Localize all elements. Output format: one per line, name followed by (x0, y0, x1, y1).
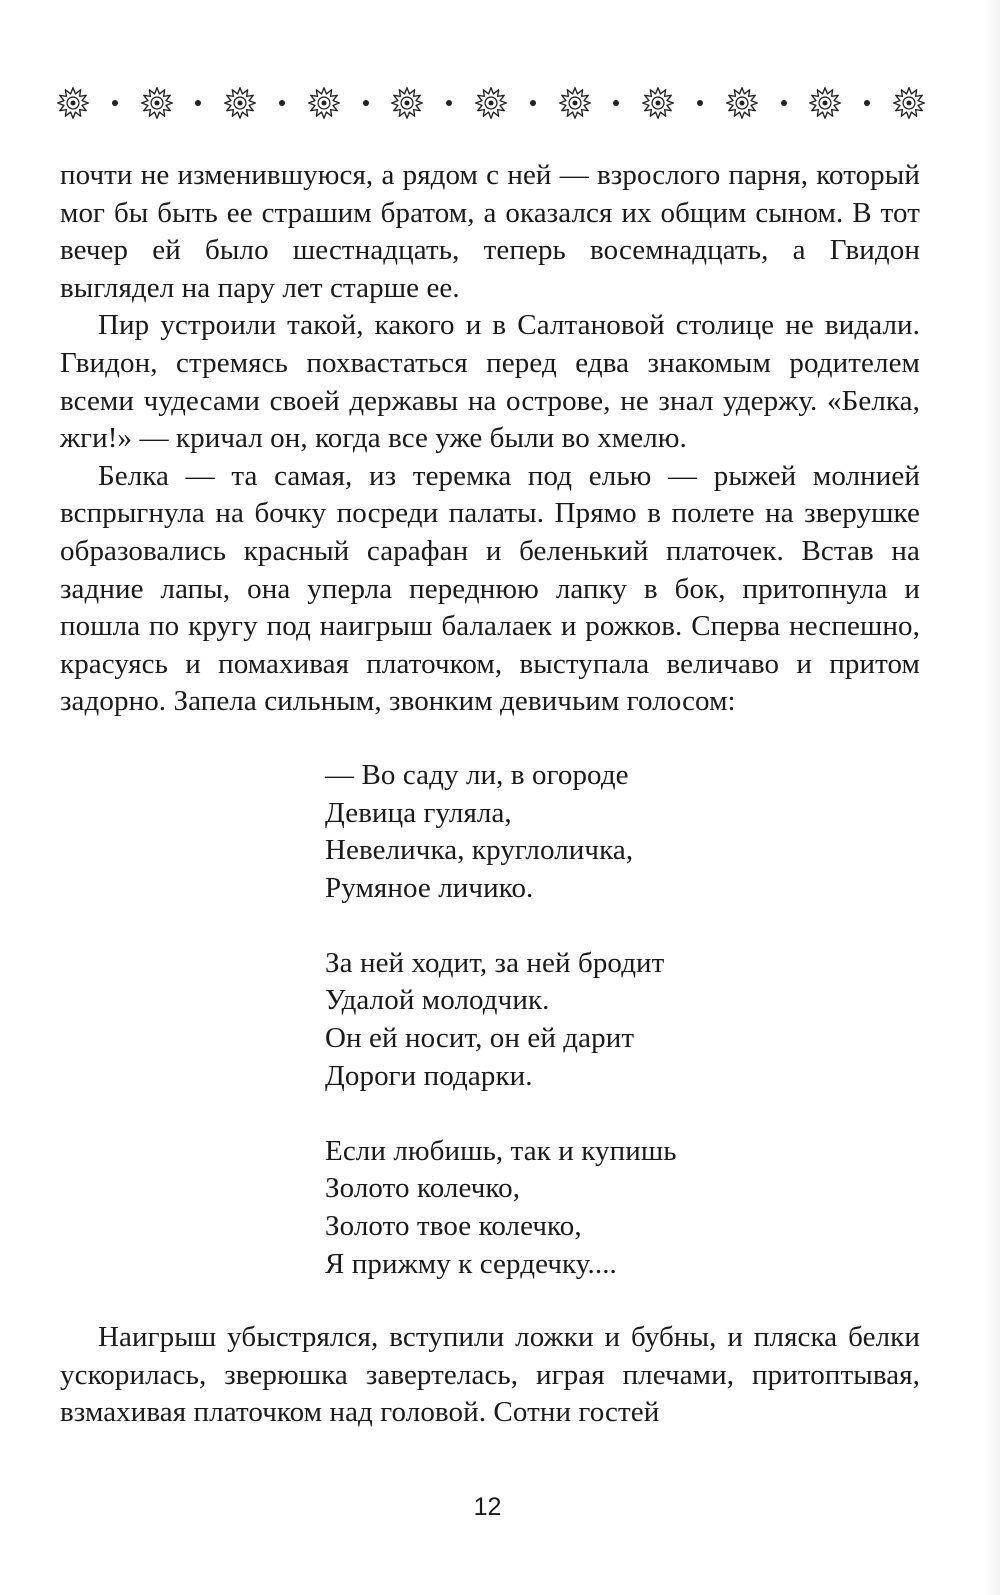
verse-line: Удалой молодчик. (325, 984, 550, 1017)
paragraph-1: почти не изменившуюся, а рядом с ней — взрослого парня, который мог бы быть ее страшим братом, а оказался их общим сыном. В тот вечер ей было шестнадцать, теперь восемнадцать, а Гвидон выглядел на пару лет старше ее. (60, 159, 920, 304)
page-body (60, 157, 920, 1432)
verse-line: Золото твое колечко, (325, 1210, 582, 1243)
ornament-border (56, 84, 926, 122)
dot-icon (363, 100, 369, 106)
dot-icon (279, 100, 285, 106)
dot-icon (697, 100, 703, 106)
ornate-star-icon (725, 86, 759, 120)
dot-icon (781, 100, 787, 106)
ornate-star-icon (641, 86, 675, 120)
ornate-star-icon (140, 86, 174, 120)
verse-line: Я прижму к сердечку.... (325, 1247, 617, 1280)
ornate-star-icon (474, 86, 508, 120)
ornate-star-icon (223, 86, 257, 120)
song-verse (60, 721, 920, 1319)
ornate-star-icon (307, 86, 341, 120)
dot-icon (530, 100, 536, 106)
stanza-1 (325, 757, 920, 907)
page-number: 12 (473, 1493, 502, 1521)
stanza-3 (325, 1133, 920, 1283)
stanza-2 (325, 945, 920, 1095)
page-edge-shadow (986, 0, 1000, 1595)
ornate-star-icon (892, 86, 926, 120)
paragraph-3: Белка — та самая, из теремка под елью — рыжей молнией вспрыгнула на бочку посреди палаты. Прямо в полете на зверушке образовались красный сарафан и беленький платочек. Встав на задние лапы, она уперла переднюю лапку в бок, притопнула и пошла по кругу под наигрыш балалаек и рожков. Сперва неспешно, красуясь и помахивая платочком, выступала величаво и притом задорно. Запела сильным, звонким девичьим голосом: (60, 459, 920, 718)
dot-icon (112, 100, 118, 106)
verse-line: Невеличка, круглоличка, (325, 834, 634, 867)
dot-icon (613, 100, 619, 106)
verse-line: Девица гуляла, (325, 796, 512, 829)
ornate-star-icon (808, 86, 842, 120)
paragraph-4: Наигрыш убыстрялся, вступили ложки и бубны, и пляска белки ускорилась, зверюшка завертелась, играя плечами, притоптывая, взмахивая платочком над головой. Сотни гостей (60, 1321, 920, 1429)
verse-line: Золото колечко, (325, 1172, 521, 1205)
verse-line: — Во саду ли, в огороде (325, 758, 629, 791)
dot-icon (864, 100, 870, 106)
verse-line: Румяное личико. (325, 871, 534, 904)
ornate-star-icon (390, 86, 424, 120)
verse-line: За ней ходит, за ней бродит (325, 946, 665, 979)
verse-line: Он ей носит, он ей дарит (325, 1022, 635, 1055)
verse-line: Дороги подарки. (325, 1059, 533, 1092)
verse-line: Если любишь, так и купишь (325, 1134, 677, 1167)
dot-icon (195, 100, 201, 106)
ornate-star-icon (56, 86, 90, 120)
paragraph-2: Пир устроили такой, какого и в Салтановой столице не видали. Гвидон, стремясь похвастаться перед едва знакомым родителем всеми чудесами своей державы на острове, не знал удержу. «Белка, жги!» — кричал он, когда все уже были во хмелю. (60, 309, 920, 455)
ornate-star-icon (558, 86, 592, 120)
dot-icon (446, 100, 452, 106)
